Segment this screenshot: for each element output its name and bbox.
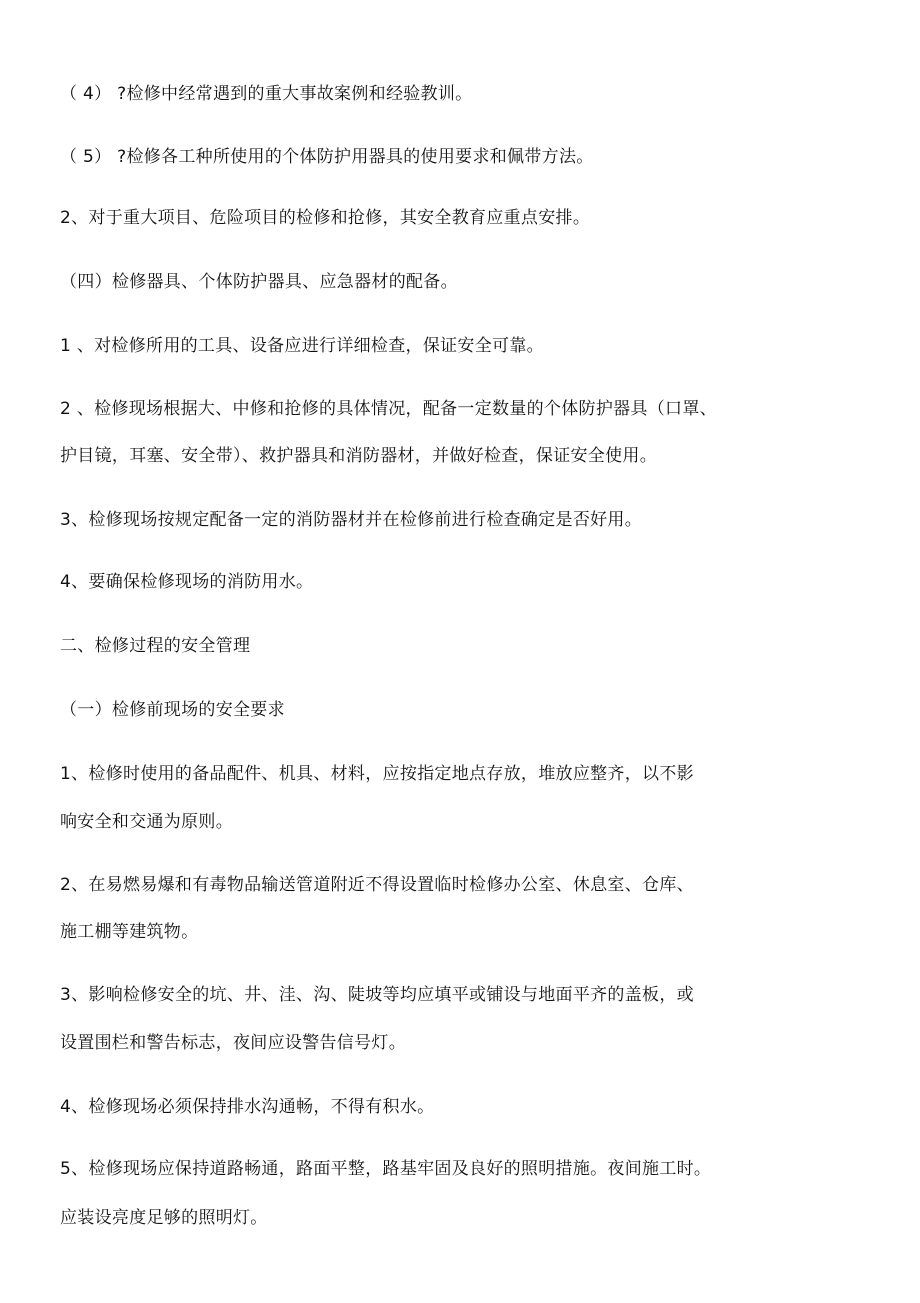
text-line: 3、影响检修安全的坑、井、洼、沟、陡坡等均应填平或铺设与地面平齐的盖板，或 [60,985,694,1005]
text-line: 3、检修现场按规定配备一定的消防器材并在检修前进行检查确定是否好用。 [60,510,643,530]
text-line: 设置围栏和警告标志，夜间应设警告信号灯。 [60,1033,406,1053]
text-line: 2、对于重大项目、危险项目的检修和抢修，其安全教育应重点安排。 [60,208,591,228]
section-heading: （一）检修前现场的安全要求 [60,700,285,720]
text-line: （ 4） ?检修中经常遇到的重大事故案例和经验教训。 [60,84,473,104]
chapter-heading: 二、检修过程的安全管理 [60,636,251,656]
text-line: 响安全和交通为原则。 [60,812,233,832]
section-heading: （四）检修器具、个体防护器具、应急器材的配备。 [60,272,458,292]
text-line: 施工棚等建筑物。 [60,922,199,942]
text-line: （ 5） ?检修各工种所使用的个体防护用器具的使用要求和佩带方法。 [60,147,594,167]
text-line: 1、检修时使用的备品配件、机具、材料，应按指定地点存放，堆放应整齐，以不影 [60,764,694,784]
text-line: 4、要确保检修现场的消防用水。 [60,572,314,592]
text-line: 应装设亮度足够的照明灯。 [60,1208,268,1228]
text-line: 2、在易燃易爆和有毒物品输送管道附近不得设置临时检修办公室、休息室、仓库、 [60,875,694,895]
text-line: 护目镜，耳塞、安全带）、救护器具和消防器材，并做好检查，保证安全使用。 [60,446,657,466]
text-line: 5、检修现场应保持道路畅通，路面平整，路基牢固及良好的照明措施。夜间施工时。 [60,1159,712,1179]
text-line: 1 、对检修所用的工具、设备应进行详细检查，保证安全可靠。 [60,336,544,356]
text-line: 4、检修现场必须保持排水沟通畅，不得有积水。 [60,1097,435,1117]
text-line: 2 、检修现场根据大、中修和抢修的具体情况，配备一定数量的个体防护器具（口罩、 [60,399,717,419]
